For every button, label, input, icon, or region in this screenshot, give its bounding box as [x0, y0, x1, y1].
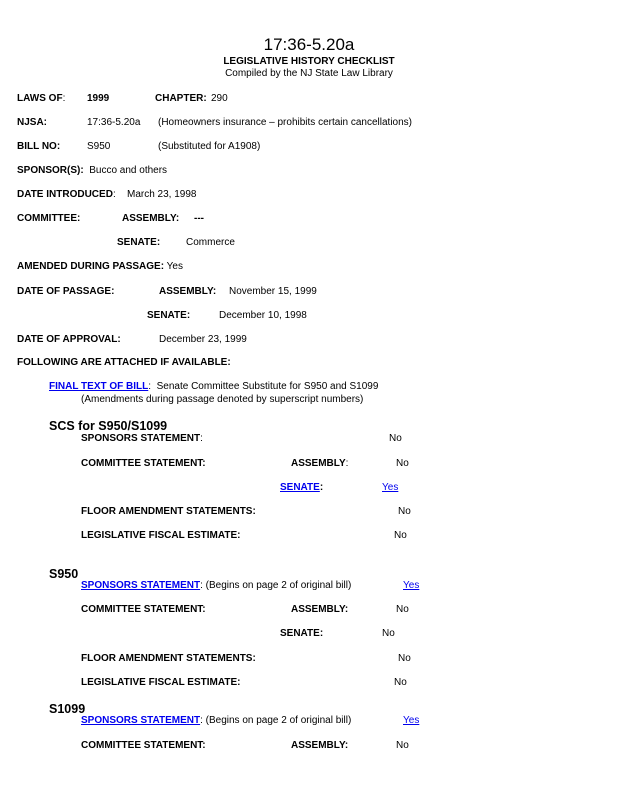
scs-sponsors-label: SPONSORS STATEMENT: [81, 433, 201, 444]
s1099-assembly-label: ASSEMBLY:: [291, 740, 349, 751]
scs-fiscal-label: LEGISLATIVE FISCAL ESTIMATE:: [81, 530, 241, 541]
committee-assembly-label: ASSEMBLY:: [122, 213, 180, 224]
sponsors-label: SPONSOR(S):: [17, 165, 84, 176]
section-title: S1099: [49, 702, 86, 716]
sponsors-value: Bucco and others: [89, 165, 168, 176]
approval-value: December 23, 1999: [159, 334, 247, 345]
bill-no-note: (Substituted for A1908): [158, 141, 261, 152]
amended-label: AMENDED DURING PASSAGE:: [17, 261, 165, 272]
scs-senate-value-link[interactable]: Yes: [382, 482, 399, 493]
s950-sponsors-row: [81, 581, 351, 591]
s950-sponsors-link[interactable]: SPONSORS STATEMENT: [81, 580, 201, 591]
scs-fiscal-value: No: [394, 530, 407, 541]
approval-label: DATE OF APPROVAL:: [17, 334, 121, 345]
scs-sponsors-value: No: [389, 433, 402, 444]
passage-senate-label: SENATE:: [147, 310, 191, 321]
s950-assembly-value: No: [396, 604, 409, 615]
final-text-note: (Amendments during passage denoted by superscript numbers): [81, 394, 364, 405]
s950-floor-label: FLOOR AMENDMENT STATEMENTS:: [81, 653, 256, 664]
sponsors-row: [17, 166, 167, 176]
scs-assembly-value: No: [396, 458, 409, 469]
s950-senate-label: SENATE:: [280, 628, 324, 639]
s1099-sponsors-value-link[interactable]: Yes: [403, 715, 420, 726]
committee-label: COMMITTEE:: [17, 213, 81, 224]
page-title: 17:36-5.20a: [263, 35, 355, 54]
s950-committee-label: COMMITTEE STATEMENT:: [81, 604, 206, 615]
bill-no-label: BILL NO:: [17, 141, 61, 152]
scs-floor-value: No: [398, 506, 411, 517]
date-introduced-colon: :: [112, 189, 116, 200]
attached-heading: FOLLOWING ARE ATTACHED IF AVAILABLE:: [17, 357, 231, 368]
date-introduced-label: DATE INTRODUCED: [17, 189, 113, 200]
s1099-sponsors-link[interactable]: SPONSORS STATEMENT: [81, 715, 201, 726]
laws-of-label: LAWS OF: [17, 93, 63, 104]
amended-row: [17, 262, 183, 272]
final-text-row: [49, 382, 378, 392]
section-title: S950: [49, 567, 79, 581]
njsa-value: 17:36-5.20a: [87, 117, 141, 128]
section-title: SCS for S950/S1099: [49, 419, 168, 433]
s1099-sponsors-note: : (Begins on page 2 of original bill): [200, 715, 352, 726]
scs-committee-label: COMMITTEE STATEMENT:: [81, 458, 206, 469]
passage-label: DATE OF PASSAGE:: [17, 286, 115, 297]
s950-senate-value: No: [382, 628, 395, 639]
final-text-link[interactable]: FINAL TEXT OF BILL: [49, 381, 149, 392]
date-introduced-row: [17, 190, 116, 200]
scs-senate-colon: :: [319, 482, 324, 493]
njsa-description: (Homeowners insurance – prohibits certain cancellations): [158, 117, 413, 128]
passage-senate-value: December 10, 1998: [219, 310, 307, 321]
s950-floor-value: No: [398, 653, 411, 664]
final-text-colon: :: [148, 381, 152, 392]
s1099-assembly-value: No: [396, 740, 409, 751]
chapter-label: CHAPTER:: [155, 93, 207, 104]
s950-sponsors-note: : (Begins on page 2 of original bill): [200, 580, 352, 591]
s950-assembly-label: ASSEMBLY:: [291, 604, 349, 615]
s950-fiscal-label: LEGISLATIVE FISCAL ESTIMATE:: [81, 677, 241, 688]
committee-assembly-value: ---: [194, 213, 204, 224]
amended-value: Yes: [166, 261, 183, 272]
scs-senate-link[interactable]: SENATE: [280, 482, 320, 493]
scs-assembly-colon: :: [345, 458, 349, 469]
scs-senate-row: [280, 483, 323, 493]
chapter-value: 290: [211, 93, 228, 104]
laws-of-colon: :: [62, 93, 66, 104]
scs-sponsors-row: [81, 434, 203, 444]
s1099-committee-label: COMMITTEE STATEMENT:: [81, 740, 206, 751]
s1099-sponsors-row: [81, 716, 351, 726]
final-text-value: Senate Committee Substitute for S950 and S1099: [156, 381, 379, 392]
scs-assembly-label: ASSEMBLY: [291, 458, 346, 469]
scs-assembly-row: [291, 459, 348, 469]
laws-year: 1999: [87, 93, 110, 104]
passage-assembly-value: November 15, 1999: [229, 286, 317, 297]
passage-assembly-label: ASSEMBLY:: [159, 286, 217, 297]
bill-no-value: S950: [87, 141, 111, 152]
njsa-label: NJSA:: [17, 117, 48, 128]
page-subtitle: LEGISLATIVE HISTORY CHECKLIST: [223, 56, 395, 67]
committee-senate-value: Commerce: [186, 237, 235, 248]
date-introduced-value: March 23, 1998: [127, 189, 197, 200]
s950-fiscal-value: No: [394, 677, 407, 688]
s950-sponsors-value-link[interactable]: Yes: [403, 580, 420, 591]
committee-senate-label: SENATE:: [117, 237, 161, 248]
compiled-by: Compiled by the NJ State Law Library: [225, 68, 393, 79]
laws-of-row: [17, 94, 65, 104]
scs-floor-label: FLOOR AMENDMENT STATEMENTS:: [81, 506, 256, 517]
scs-sponsors-colon: :: [200, 433, 203, 444]
